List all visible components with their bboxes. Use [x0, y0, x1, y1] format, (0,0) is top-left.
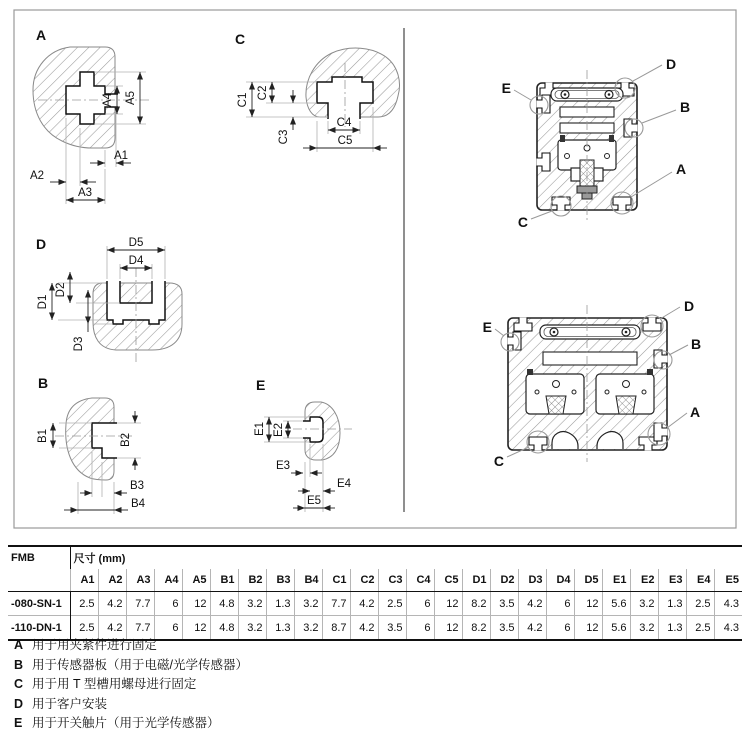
dim-label-e3: E3: [275, 460, 291, 472]
units-header: 尺寸 (mm): [73, 553, 126, 565]
dim-label-b3: B3: [130, 480, 145, 492]
dimension-value: 4.2: [98, 616, 126, 641]
dimension-value: 2.5: [686, 592, 714, 616]
dim-label-d3: D3: [73, 336, 85, 352]
dim-label-d5: D5: [128, 237, 144, 249]
assembly-cross-section-110: [483, 298, 701, 469]
dimension-value: 1.3: [266, 592, 294, 616]
dimension-value: 4.2: [98, 592, 126, 616]
dimension-value: 8.2: [462, 616, 490, 641]
sensor-slot: [540, 325, 640, 339]
column-header-d5: D5: [574, 569, 602, 592]
column-header-a4: A4: [154, 569, 182, 592]
section-b-title: B: [38, 375, 49, 391]
callout-label-c: C: [493, 453, 504, 469]
dimension-value: 5.6: [602, 616, 630, 641]
dim-label-e4: E4: [337, 478, 352, 490]
column-header-b1: B1: [210, 569, 238, 592]
section-c-drawing: [235, 31, 400, 152]
row-name: -110-DN-1: [8, 616, 70, 641]
callout-label-e: E: [482, 319, 492, 335]
dimension-value: 8.7: [322, 616, 350, 641]
slot-usage-legend: [14, 636, 248, 734]
column-header-a1: A1: [70, 569, 98, 592]
dim-label-c2: C2: [257, 85, 269, 101]
dim-label-b1: B1: [37, 428, 49, 444]
column-header-d3: D3: [518, 569, 546, 592]
dim-label-c3: C3: [278, 129, 290, 145]
column-header-e1: E1: [602, 569, 630, 592]
column-header-e5: E5: [714, 569, 742, 592]
dimension-value: 4.8: [210, 616, 238, 641]
dimension-value: 5.6: [602, 592, 630, 616]
legend-text-d: 用于客户安装: [32, 696, 108, 711]
guide-block-right: [596, 369, 654, 414]
dimension-value: 7.7: [126, 616, 154, 641]
dim-label-a2: A2: [30, 170, 45, 182]
dimension-value: 3.5: [378, 616, 406, 641]
column-header-a2: A2: [98, 569, 126, 592]
callout-label-d: D: [684, 298, 695, 314]
dimension-value: 3.2: [238, 616, 266, 641]
legend-key-d: D: [14, 696, 24, 711]
dimension-value: 12: [434, 616, 462, 641]
callout-label-b: B: [680, 99, 691, 115]
dimension-table: [8, 545, 742, 641]
legend-item-a: [14, 636, 248, 656]
dim-label-b2: B2: [120, 432, 132, 448]
dim-label-b4: B4: [131, 498, 146, 510]
dim-label-c4: C4: [336, 117, 352, 129]
dimension-value: 4.2: [518, 616, 546, 641]
dimension-value: 2.5: [70, 592, 98, 616]
legend-item-c: [14, 675, 248, 695]
callout-label-c: C: [517, 214, 528, 230]
column-header-e4: E4: [686, 569, 714, 592]
callout-label-a: A: [690, 404, 701, 420]
dim-label-d2: D2: [55, 282, 67, 298]
section-b-drawing: [37, 375, 146, 514]
dimension-value: 4.2: [350, 616, 378, 641]
dimension-value: 4.3: [714, 616, 742, 641]
table-columns-row: [8, 569, 742, 592]
guide-block-left: [526, 369, 584, 414]
callout-label-d: D: [666, 56, 677, 72]
dimension-value: 6: [406, 592, 434, 616]
dimension-value: 12: [574, 592, 602, 616]
column-header-d2: D2: [490, 569, 518, 592]
column-header-c2: C2: [350, 569, 378, 592]
dimension-value: 4.3: [723, 597, 739, 610]
dim-label-a3: A3: [77, 187, 93, 199]
assembly-cross-section-080: [502, 56, 690, 230]
legend-key-e: E: [14, 716, 23, 730]
dimension-value: 7.7: [322, 592, 350, 616]
callout-label-b: B: [691, 336, 702, 352]
dimension-value: 4.8: [210, 592, 238, 616]
row-name: -080-SN-1: [8, 592, 70, 616]
dimension-value: 6: [546, 616, 574, 641]
section-e-title: E: [256, 377, 266, 393]
dim-label-d4: D4: [128, 255, 144, 267]
dim-label-c1: C1: [237, 92, 249, 108]
section-a-title: A: [36, 27, 47, 43]
legend-text-e: 用于开关触片（用于光学传感器）: [32, 716, 220, 730]
dim-label-e2: E2: [273, 422, 285, 438]
dimension-value: 6: [546, 592, 574, 616]
dimension-value: 3.5: [490, 592, 518, 616]
empty-corner: [8, 569, 70, 592]
legend-key-b: B: [14, 657, 24, 672]
legend-key-a: A: [14, 638, 24, 652]
table-units-row: [8, 546, 742, 569]
callout-label-e: E: [501, 80, 511, 96]
dimension-value: 7.7: [126, 592, 154, 616]
dimension-value: 3.2: [630, 616, 658, 641]
dimension-value: 2.5: [378, 592, 406, 616]
dimension-value: 8.2: [462, 592, 490, 616]
dim-label-e5: E5: [306, 495, 322, 507]
column-header-e2: E2: [630, 569, 658, 592]
legend-key-c: C: [14, 677, 24, 691]
section-d-title: D: [36, 236, 47, 252]
dimension-value: 3.2: [630, 592, 658, 616]
dimension-value: 2.5: [686, 616, 714, 641]
dim-label-d1: D1: [37, 294, 49, 310]
column-header-c5: C5: [434, 569, 462, 592]
dimension-value: 1.3: [266, 616, 294, 641]
legend-text-a: 用于用夹紧件进行固定: [32, 638, 158, 652]
legend-item-e: [14, 714, 248, 734]
table-row-080-sn-1: [8, 592, 742, 616]
callout-label-a: A: [676, 161, 687, 177]
product-family-header: FMB: [8, 546, 70, 569]
dimension-value: 6: [406, 616, 434, 641]
dimension-value: 3.5: [490, 616, 518, 641]
legend-item-b: [14, 656, 248, 676]
dimension-value: 3.2: [294, 592, 322, 616]
column-header-d4: D4: [546, 569, 574, 592]
column-header-c3: C3: [378, 569, 406, 592]
column-header-b4: B4: [294, 569, 322, 592]
column-header-b3: B3: [266, 569, 294, 592]
column-header-b2: B2: [238, 569, 266, 592]
dimension-value: 1.3: [658, 616, 686, 641]
dimension-value: 12: [182, 616, 210, 641]
dim-label-e1: E1: [254, 421, 266, 437]
dim-label-a1: A1: [114, 150, 129, 162]
column-header-c1: C1: [322, 569, 350, 592]
dimension-value: 6: [154, 592, 182, 616]
dimension-value: 12: [574, 616, 602, 641]
column-header-a3: A3: [126, 569, 154, 592]
dimension-value: 4.2: [350, 592, 378, 616]
dimension-value: 4.2: [518, 592, 546, 616]
dimension-value: 6: [154, 616, 182, 641]
dim-label-a4: A4: [102, 92, 114, 108]
column-header-c4: C4: [406, 569, 434, 592]
dimension-value: 1.3: [658, 592, 686, 616]
section-c-title: C: [235, 31, 246, 47]
legend-text-c: 用于用 T 型槽用螺母进行固定: [32, 677, 197, 691]
section-a-drawing: [30, 27, 152, 204]
dimension-value: 2.5: [70, 616, 98, 641]
dimension-value: 12: [434, 592, 462, 616]
column-header-d1: D1: [462, 569, 490, 592]
section-e-drawing: [254, 377, 352, 512]
legend-text-b: 用于传感器板（用于电磁/光学传感器）: [32, 657, 248, 672]
dim-label-a5: A5: [125, 90, 137, 106]
dimension-value: 3.2: [238, 592, 266, 616]
section-d-drawing: [36, 236, 182, 362]
sensor-plate-slot: [543, 352, 637, 365]
column-header-a5: A5: [182, 569, 210, 592]
column-header-e3: E3: [658, 569, 686, 592]
legend-item-d: [14, 695, 248, 715]
dimension-value: 3.2: [294, 616, 322, 641]
dimension-value: 12: [182, 592, 210, 616]
dim-label-c5: C5: [337, 135, 353, 147]
